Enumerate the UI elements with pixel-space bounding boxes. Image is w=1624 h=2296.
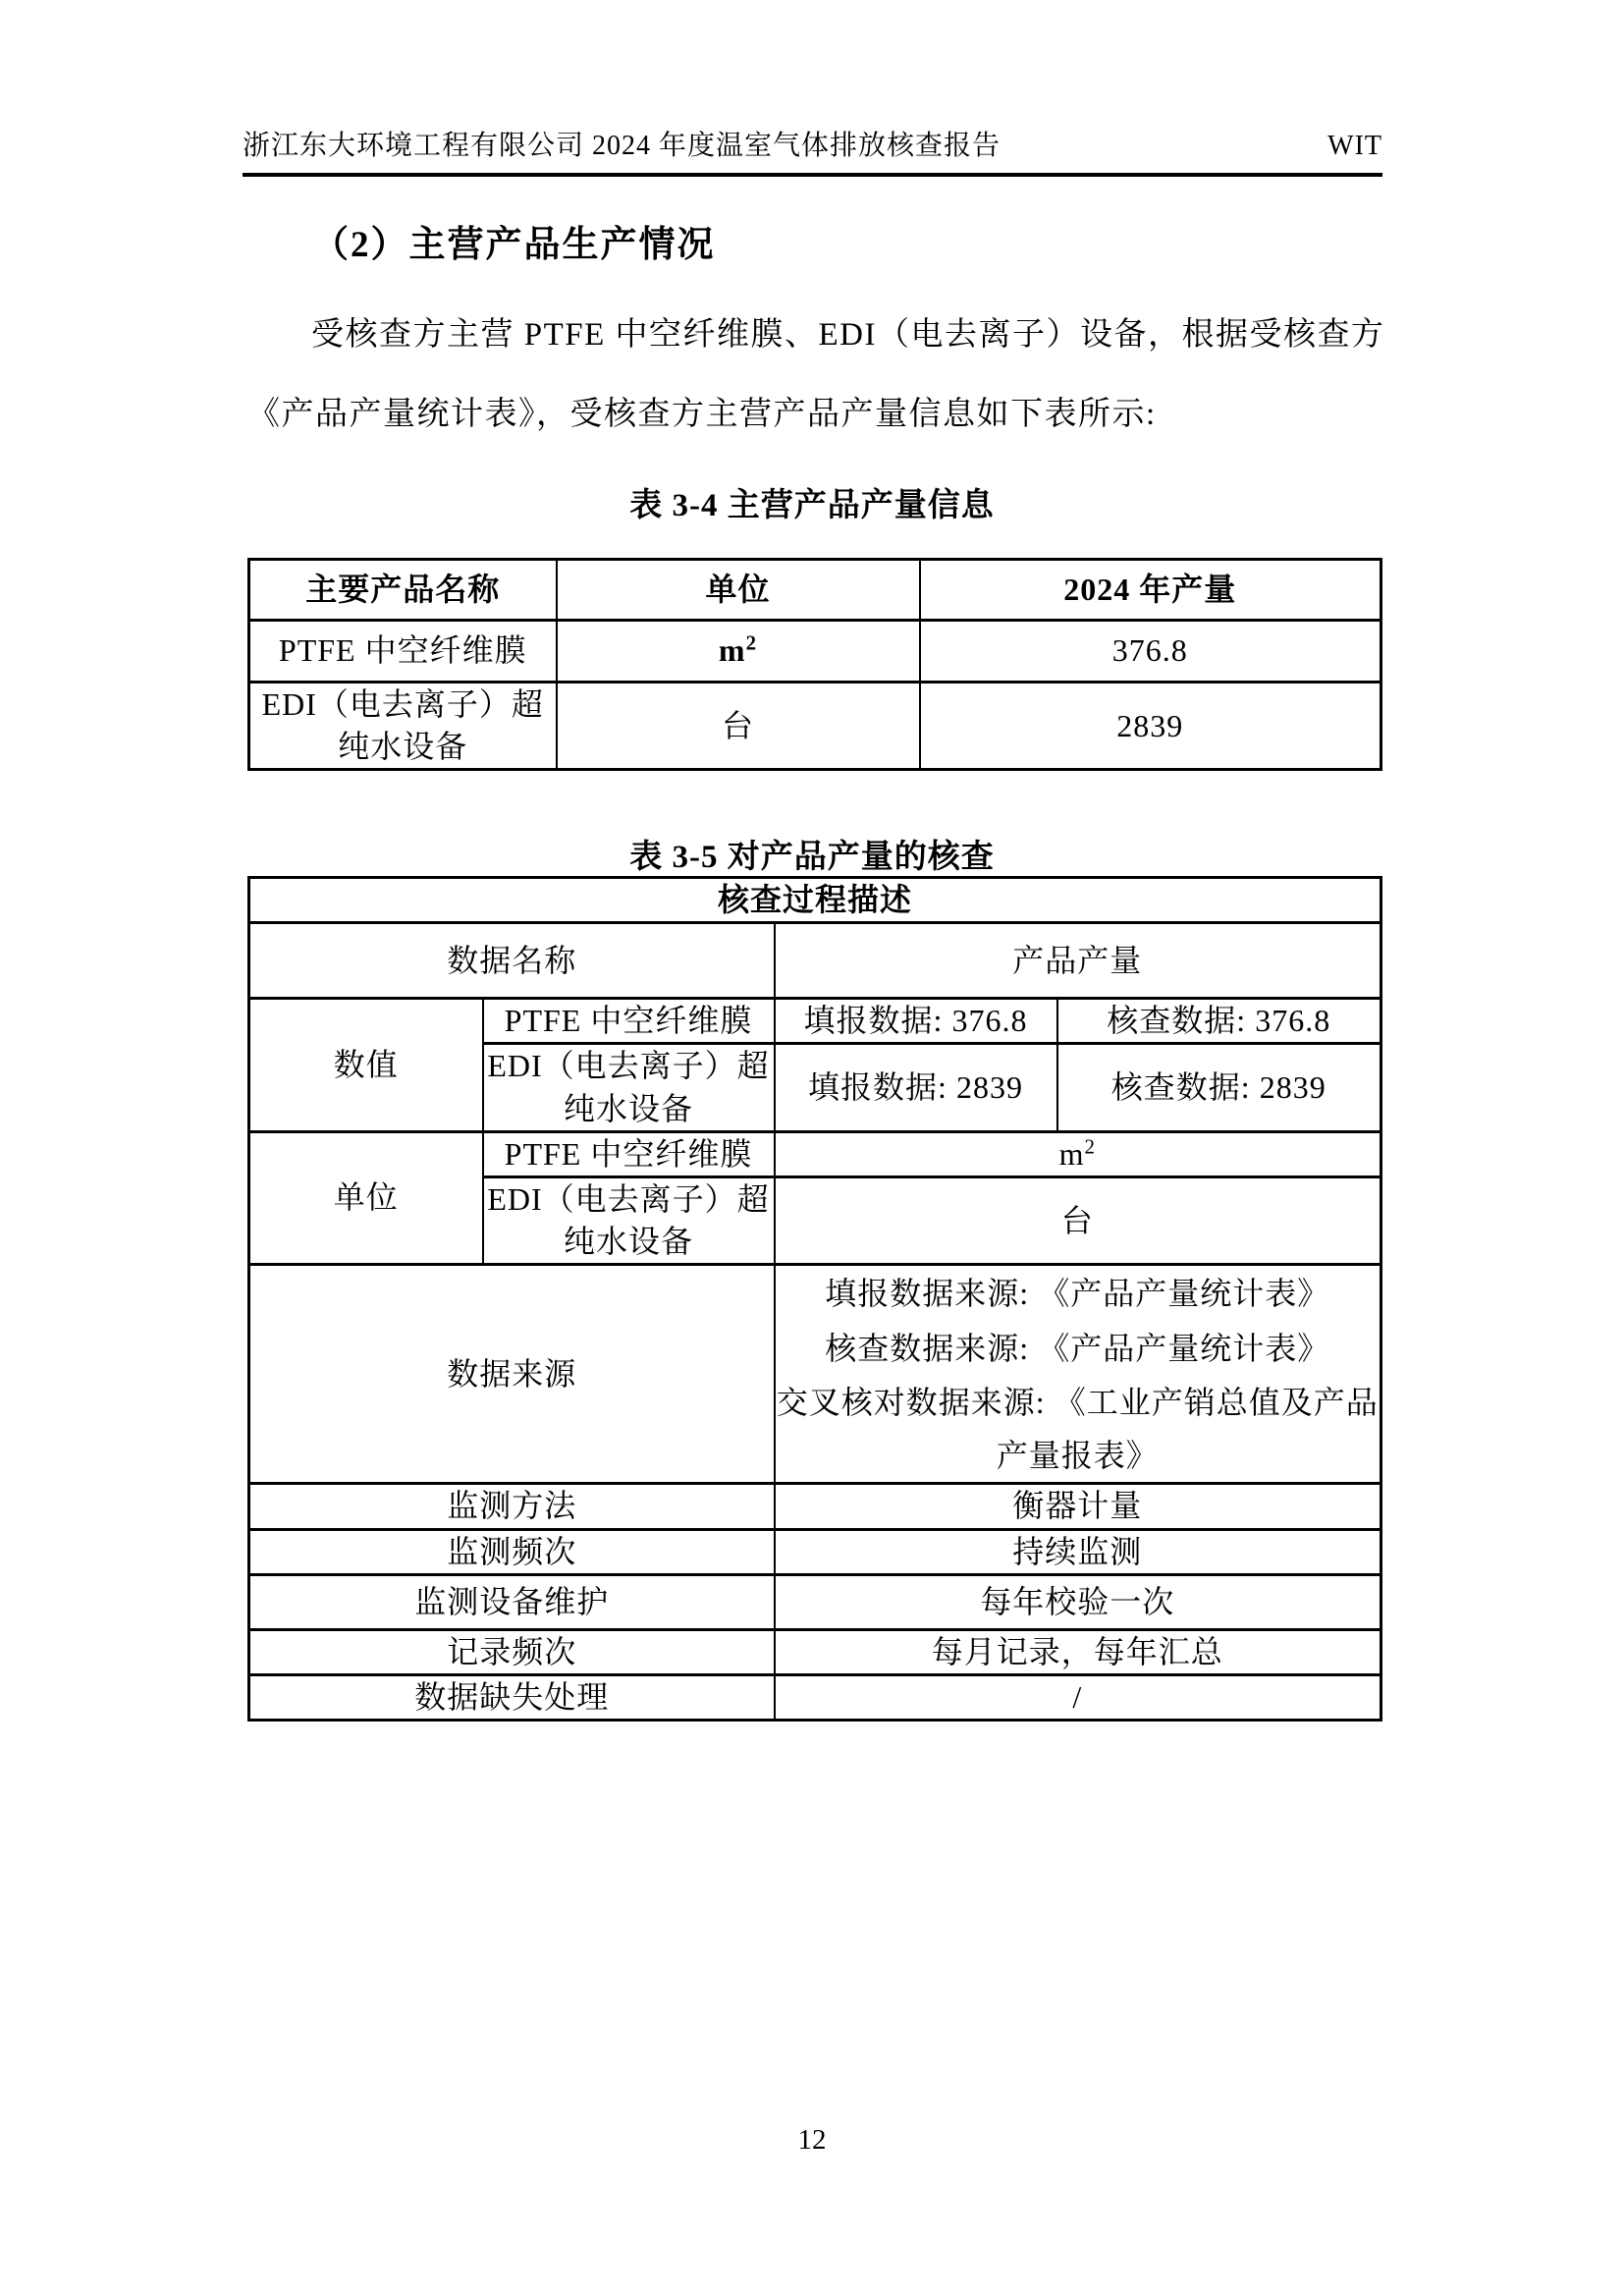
header-divider [243,173,1382,177]
table-row [249,683,1381,770]
unit-base: m [718,632,746,669]
page-header [243,124,1382,163]
output-cell: 376.8 [920,621,1381,683]
product-name-cell: PTFE 中空纤维膜 [483,999,775,1044]
product-name-cell: EDI（电去离子）超纯水设备 [249,683,557,770]
monitoring-frequency-label: 监测频次 [249,1529,775,1574]
page-number: 12 [797,2124,827,2156]
unit-base: m [1058,1135,1085,1172]
reported-source-line: 填报数据来源: 《产品产量统计表》 [825,1276,1330,1312]
col-header-unit: 单位 [557,560,920,621]
value-section-label: 数值 [249,999,483,1132]
verified-value-cell: 核查数据: 2839 [1057,1044,1381,1131]
data-name-label: 数据名称 [249,923,775,999]
header-report-title: 浙江东大环境工程有限公司 2024 年度温室气体排放核查报告 [243,131,1001,161]
table-row [249,1674,1381,1720]
table-row [249,1574,1381,1629]
product-name-cell: PTFE 中空纤维膜 [249,621,557,683]
section-heading: （2）主营产品生产情况 [312,225,716,265]
table-row [249,1265,1381,1484]
equipment-maintenance-value: 每年校验一次 [775,1574,1381,1629]
table-3-5-title: 表 3-5 对产品产量的核查 [629,840,995,875]
paragraph-line-1: 受核查方主营 PTFE 中空纤维膜、EDI（电去离子）设备，根据受核查方 [311,317,1385,353]
unit-value-cell [775,1131,1381,1176]
record-frequency-value: 每月记录，每年汇总 [775,1629,1381,1674]
missing-data-handling-label: 数据缺失处理 [249,1674,775,1720]
verified-source-line: 核查数据来源: 《产品产量统计表》 [825,1331,1330,1367]
table-3-4-title: 表 3-4 主营产品产量信息 [629,488,995,523]
product-name-cell: EDI（电去离子）超纯水设备 [483,1044,775,1131]
monitoring-method-value: 衡器计量 [775,1484,1381,1529]
table-row [249,878,1381,923]
product-name-cell: EDI（电去离子）超纯水设备 [483,1176,775,1264]
unit-superscript: 2 [745,630,758,655]
cross-check-source-line: 交叉核对数据来源: 《工业产销总值及产品产量报表》 [776,1385,1379,1474]
header-logo-text: WIT [1327,131,1382,161]
col-header-output-2024: 2024 年产量 [920,560,1381,621]
reported-value-cell: 填报数据: 376.8 [775,999,1057,1044]
table-row [249,1131,1381,1176]
paragraph-line-2: 《产品产量统计表》，受核查方主营产品产量信息如下表所示: [247,397,1157,432]
monitoring-method-label: 监测方法 [249,1484,775,1529]
data-source-content [775,1265,1381,1484]
verification-process-header: 核查过程描述 [249,878,1381,923]
product-name-cell: PTFE 中空纤维膜 [483,1131,775,1176]
unit-value-cell: 台 [775,1176,1381,1264]
table-row [249,923,1381,999]
table-3-5 [247,876,1382,1722]
record-frequency-label: 记录频次 [249,1629,775,1674]
table-row [249,1529,1381,1574]
unit-cell: 台 [557,683,920,770]
table-row [249,560,1381,621]
unit-cell [557,621,920,683]
output-cell: 2839 [920,683,1381,770]
table-row [249,621,1381,683]
verified-value-cell: 核查数据: 376.8 [1057,999,1381,1044]
equipment-maintenance-label: 监测设备维护 [249,1574,775,1629]
col-header-product-name: 主要产品名称 [249,560,557,621]
data-source-label: 数据来源 [249,1265,775,1484]
table-3-4 [247,558,1382,771]
unit-superscript: 2 [1084,1134,1096,1159]
monitoring-frequency-value: 持续监测 [775,1529,1381,1574]
reported-value-cell: 填报数据: 2839 [775,1044,1057,1131]
missing-data-handling-value: / [775,1674,1381,1720]
table-row [249,1629,1381,1674]
table-row [249,1484,1381,1529]
data-name-value: 产品产量 [775,923,1381,999]
table-row [249,999,1381,1044]
unit-section-label: 单位 [249,1131,483,1265]
